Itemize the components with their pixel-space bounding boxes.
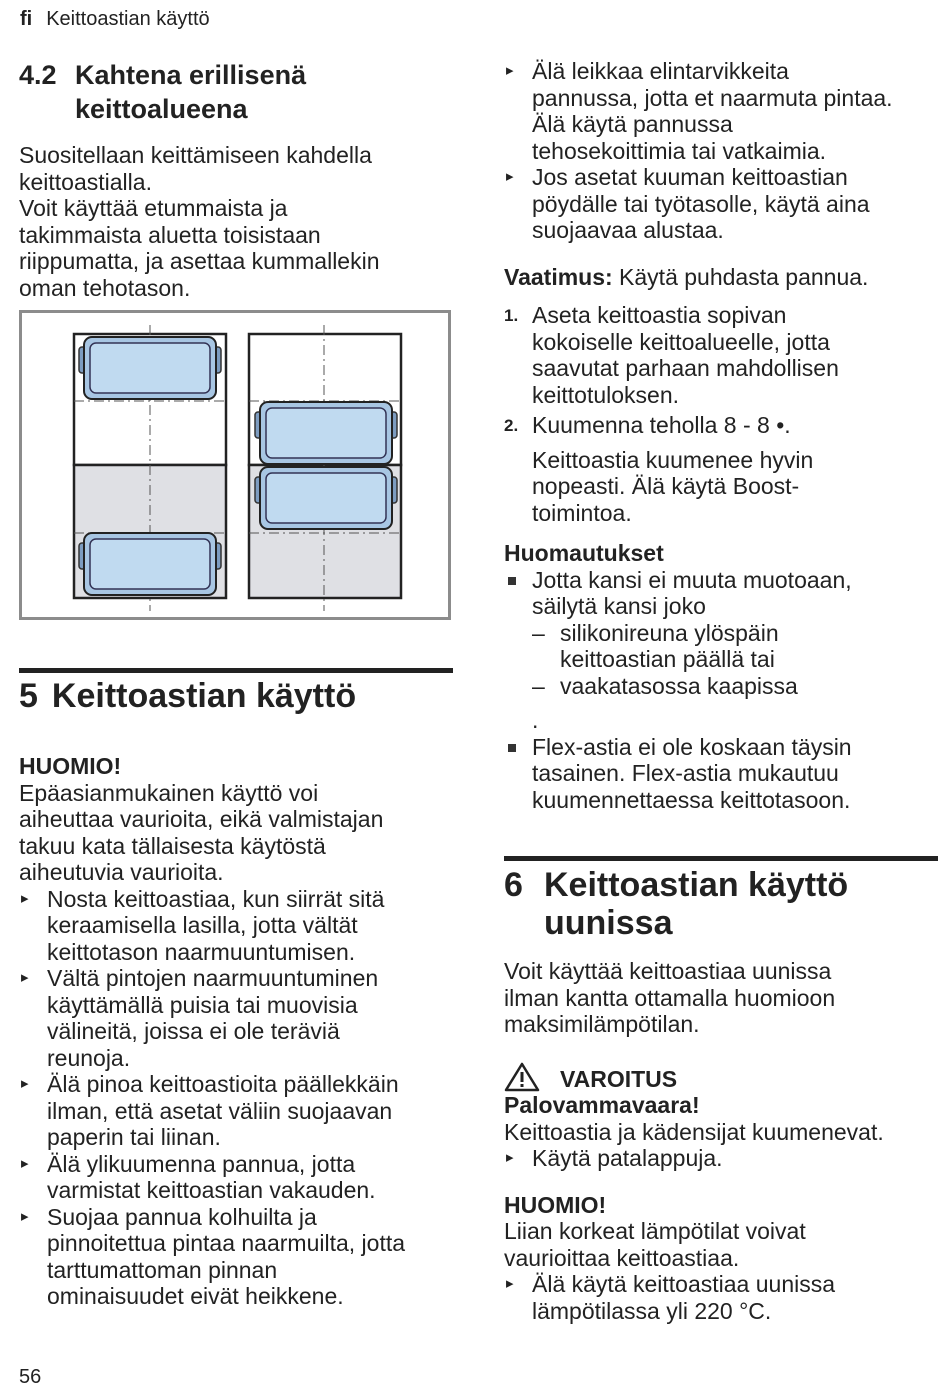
triangle-bullet-icon: ▸: [21, 969, 29, 986]
notice-heading: HUOMIO!: [19, 753, 122, 779]
section-divider: [19, 668, 453, 673]
right-column: ▸ Älä leikkaa elintarvikkeita pannussa, jotta et naarmuta pintaa. Älä käytä pannussa tehosekoittimia tai vatkaimia. ▸ Jos asetat kuuman keittoastian pöydälle tai työtasolle, käytä aina suojaavaa alustaa. Vaatimus: Käytä puhdasta pannua. 1. Aseta keittoastia sopivan kokoiselle keittoalueelle, jotta saavutat parhaan mahdollisen keittotuloksen. 2. Kuumenna teholla 8 - 8 •. Keittoastia kuumenee hyvin nopeasti. Älä käytä Boost- toimintoa. Huomautukset Jotta kansi ei muuta muotoaan, säilytä kansi joko – silikonireuna ylöspäin keittoastian päällä tai – vaakatasossa kaapissa . Flex-astia ei ole koskaan täysin tasainen. Flex-astia mukautuu kuumennettaessa keittotasoon.: [504, 58, 944, 813]
pan-icon: [255, 467, 397, 529]
note-item: Jotta kansi ei muuta muotoaan, säilytä kansi joko: [504, 567, 944, 620]
pan-icon: [79, 337, 221, 399]
triangle-bullet-icon: ▸: [506, 168, 514, 185]
step-item: 2. Kuumenna teholla 8 - 8 •.: [504, 412, 791, 438]
bullet-item: ▸ Käytä patalappuja.: [506, 1145, 723, 1171]
bullet-item: ▸ Älä käytä keittoastiaa uunissa lämpötilassa yli 220 °C.: [506, 1271, 836, 1324]
page-header: [20, 8, 210, 31]
left-column: [19, 58, 459, 301]
section-6-body: Voit käyttää keittoastiaa uunissa ilman kantta ottamalla huomioon maksimilämpötilan. VAROITUS Palovammavaara! Keittoastia ja kädensijat kuumenevat. ▸ Käytä patalappuja. HUOMIO! Liian korkeat lämpötilat voivat vaurioittaa keittoastiaa. ▸ Älä käytä keittoastiaa uunissa lämpötilassa yli 220 °C.: [504, 958, 944, 1324]
pan-icon: [255, 402, 397, 464]
square-bullet-icon: [508, 577, 516, 585]
language-code: fi: [20, 8, 33, 30]
bullet-item: ▸ Suojaa pannua kolhuilta ja pinnoitettua pintaa naarmuilta, jotta tarttumattoman pinnan ominaisuudet eivät heikkene.: [21, 1203, 406, 1309]
bullet-item: ▸ Jos asetat kuuman keittoastian pöydälle tai työtasolle, käytä aina suojaavaa alustaa.: [506, 164, 870, 243]
notice-heading: HUOMIO!: [504, 1191, 607, 1218]
left-hob: [74, 325, 226, 611]
triangle-bullet-icon: ▸: [21, 889, 29, 907]
dash-item: – silikonireuna ylöspäin keittoastian päällä tai: [532, 619, 779, 672]
warning-subheading: Palovammavaara!: [504, 1092, 700, 1118]
bullet-item: ▸ Älä ylikuumenna pannua, jotta varmistat keittoastian vakauden.: [21, 1150, 376, 1203]
step-result: Keittoastia kuumenee hyvin nopeasti. Älä käytä Boost- toimintoa.: [532, 446, 814, 526]
cooking-zones-illustration: [22, 313, 448, 617]
section-4-2-heading: 4.2 Kahtena erillisenä keittoalueena: [19, 60, 307, 124]
page-number: 56: [19, 1366, 42, 1388]
triangle-bullet-icon: ▸: [21, 1207, 29, 1225]
triangle-bullet-icon: ▸: [506, 1149, 514, 1166]
section-4-2-paragraph: Suositellaan keittämiseen kahdella keittoastialla. Voit käyttää etummaista ja takimmaista aluetta toisistaan riippumatta, ja asettaa kummallekin oman tehotason.: [19, 142, 380, 301]
warning-heading: VAROITUS: [504, 1066, 944, 1093]
square-bullet-icon: [508, 744, 516, 752]
warning-triangle-icon: [504, 1062, 540, 1092]
section-5-body: HUOMIO! Epäasianmukainen käyttö voi aiheuttaa vaurioita, eikä valmistajan takuu kata tällaisesta käytöstä aiheutuvia vaurioita. ▸ Nosta keittoastiaa, kun siirrät sitä keraamisella lasilla, jotta vältät keittotason naarmuuntumisen. ▸ Vältä pintojen naarmuuntuminen käyttämällä puisia tai muovisia välineitä, joissa ei ole teräviä reunoja. ▸ Älä pinoa keittoastioita päällekkäin ilman, että asetat väliin suojaavan paperin tai liinan. ▸ Älä ylikuumenna pannua, jotta varmistat keittoastian vakauden. ▸ Suojaa pannua kolhuilta ja pinnoitettua pintaa naarmuilta, jotta tarttumattoman pinnan ominaisuudet eivät heikkene.: [19, 753, 459, 1310]
triangle-bullet-icon: ▸: [506, 62, 514, 79]
bullet-item: ▸ Nosta keittoastiaa, kun siirrät sitä keraamisella lasilla, jotta vältät keittotason naarmuuntumisen.: [21, 885, 385, 965]
section-5-heading: 5 Keittoastian käyttö: [19, 677, 357, 715]
triangle-bullet-icon: ▸: [21, 1075, 29, 1092]
header-title: Keittoastian käyttö: [46, 8, 210, 30]
pan-icon: [79, 533, 221, 595]
note-item: Flex-astia ei ole koskaan täysin tasainen. Flex-astia mukautuu kuumennettaessa keittotasoon.: [504, 734, 944, 814]
step-item: 1. Aseta keittoastia sopivan kokoiselle keittoalueelle, jotta saavutat parhaan mahdollisen keittotuloksen.: [504, 302, 839, 408]
section-6-heading: 6 Keittoastian käyttö uunissa: [504, 866, 849, 942]
bullet-item: ▸ Älä leikkaa elintarvikkeita pannussa, jotta et naarmuta pintaa. Älä käytä pannussa tehosekoittimia tai vatkaimia.: [506, 58, 893, 164]
section-divider: [504, 856, 938, 861]
requirement: Vaatimus: Käytä puhdasta pannua.: [504, 263, 869, 290]
bullet-item: ▸ Älä pinoa keittoastioita päällekkäin ilman, että asetat väliin suojaavan paperin tai liinan.: [21, 1071, 399, 1150]
triangle-bullet-icon: ▸: [506, 1275, 514, 1292]
bullet-item: ▸ Vältä pintojen naarmuuntuminen käyttämällä puisia tai muovisia välineitä, joissa ei ole teräviä reunoja.: [21, 965, 379, 1071]
triangle-bullet-icon: ▸: [21, 1154, 29, 1172]
right-hob: [249, 325, 401, 611]
dash-item: – vaakatasossa kaapissa: [532, 672, 798, 699]
cookware-placement-figure: [19, 310, 451, 620]
notes-heading: Huomautukset: [504, 540, 664, 566]
